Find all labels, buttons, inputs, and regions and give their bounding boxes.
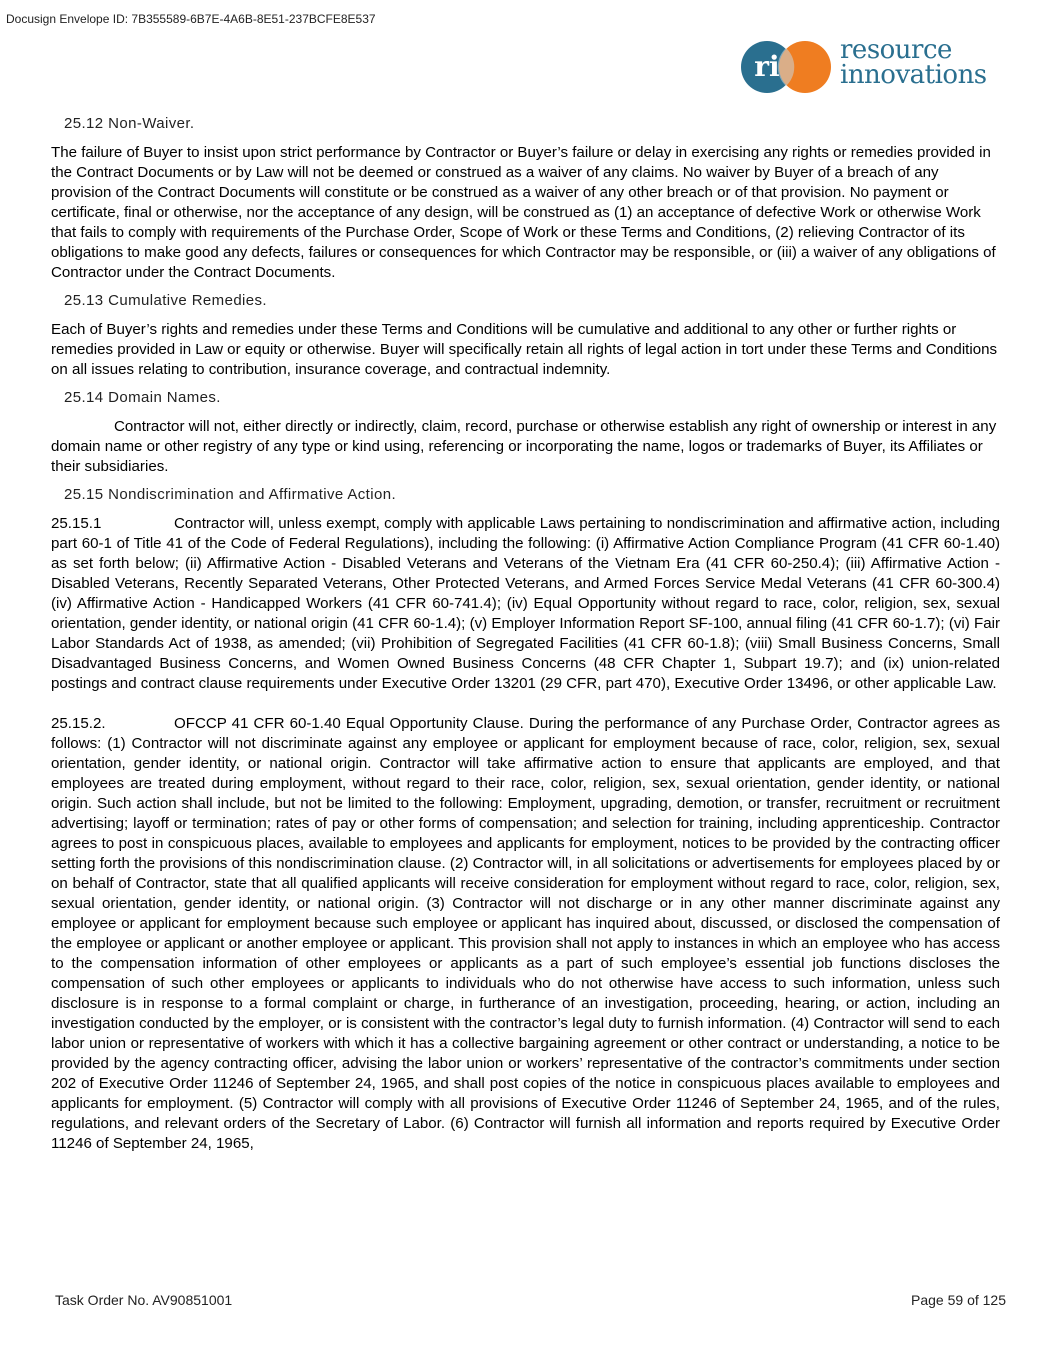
clause-number: 25.15.1: [51, 515, 102, 532]
paragraph-cumulative-remedies: Each of Buyer’s rights and remedies under these Terms and Conditions will be cumulative and additional to any other or further rights or remedies provided in Law or equity or otherwise. Buyer will specifically retain all rights of legal action in tort under these Terms and Conditions on all issues relating to contribution, insurance coverage, and contractual indemnity.: [51, 321, 998, 378]
task-order-number: Task Order No. AV90851001: [55, 1292, 233, 1308]
heading-25-13: 25.13 Cumulative Remedies.: [64, 292, 267, 309]
clause-25-15-2: [51, 714, 1000, 1154]
page-number: Page 59 of 125: [911, 1292, 1006, 1308]
logo-wordmark: [840, 35, 987, 90]
ri-logo-mark-icon: [740, 40, 832, 94]
clause-number: 25.15.2.: [51, 715, 106, 732]
resource-innovations-logo: [740, 35, 1015, 98]
clause-25-15-1: [51, 514, 1000, 694]
heading-25-12: 25.12 Non-Waiver.: [64, 115, 195, 132]
clause-text: Contractor will, unless exempt, comply with applicable Laws pertaining to nondiscrimination and affirmative action, including part 60-1 of Title 41 of the Code of Federal Regulations), including the following: (i) Affirmative Action Compliance Program (41 CFR 60-1.40) as set forth below; (ii) Affirmative Action - Disabled Veterans and Veterans of the Vietnam Era (41 CFR 60-250.4); (iii) Affirmative Action - Disabled Veterans, Recently Separated Veterans, Other Protected Veterans, and Armed Forces Service Medal Veterans (41 CFR 60-300.4) (iv) Affirmative Action - Handicapped Workers (41 CFR 60-741.4); (iv) Equal Opportunity without regard to race, color, religion, sex, sexual orientation, gender identity, or national origin (41 CFR 60-1.4); (v) Employer Information Report SF-100, annual filing (41 CFR 60-1.7); (vi) Fair Labor Standards Act of 1938, as amended; (vii) Prohibition of Segregated Facilities (41 CFR 60-1.8); (viii) Small Business Concerns, Small Disadvantaged Business Concerns, and Women Owned Business Concerns (48 CFR Chapter 1, Subpart 19.7); and (ix) union-related postings and contract clause requirements under Executive Order 13201 (29 CFR, part 470), Executive Order 13496, or other applicable Law.: [51, 515, 1000, 692]
docusign-envelope-id: Docusign Envelope ID: 7B355589-6B7E-4A6B-8E51-237BCFE8E537: [6, 12, 376, 26]
logo-letter-r: ri: [754, 50, 780, 83]
paragraph-domain-names: Contractor will not, either directly or indirectly, claim, record, purchase or otherwise establish any right of ownership or interest in any domain name or other registry of any type or kind using, referencing or incorporating the name, logos or trademarks of Buyer, its Affiliates or their subsidiaries.: [51, 418, 997, 475]
paragraph-non-waiver: The failure of Buyer to insist upon strict performance by Contractor or Buyer’s failure or delay in exercising any rights or remedies provided in the Contract Documents or by Law will not be deemed or construed as a waiver of any claims. No waiver by Buyer of a breach of any provision of the Contract Documents will constitute or be construed as a waiver of any other breach or of that provision. No payment or certificate, final or otherwise, nor the acceptance of any design, will be construed as (1) an acceptance of defective Work or otherwise Work that fails to comply with requirements of the Purchase Order, Scope of Work or these Terms and Conditions, (2) relieving Contractor of its obligations to make good any defects, failures or consequences for which Contractor may be responsible, or (iii) a waiver of any obligations of Contractor under the Contract Documents.: [51, 144, 996, 281]
logo-line-innovations: innovations: [840, 60, 987, 90]
document-body: [51, 114, 1000, 1174]
clause-text: OFCCP 41 CFR 60-1.40 Equal Opportunity Clause. During the performance of any Purchase Order, Contractor agrees as follows: (1) Contractor will not discriminate against any employee or applicant for employment because of race, color, religion, sex, sexual orientation, gender identity, or national origin. Contractor will take affirmative action to ensure that applicants are employed, and that employees are treated during employment, without regard to their race, color, religion, sex, sexual orientation, gender identity, or national origin. Such action shall include, but not be limited to the following: Employment, upgrading, demotion, or transfer, recruitment or recruitment advertising; layoff or termination; rates of pay or other forms of compensation; and selection for training, including apprenticeship. Contractor agrees to post in conspicuous places, available to employees and applicants for employment, notices to be provided by the contracting officer setting forth the provisions of this nondiscrimination clause. (2) Contractor will, in all solicitations or advertisements for employees placed by or on behalf of Contractor, state that all qualified applicants will receive consideration for employment without regard to race, color, religion, sex, sexual orientation, gender identity, or national origin. (3) Contractor will not discharge or in any other manner discriminate against any employee or applicant for employment because such employee or applicant has inquired about, discussed, or disclosed the compensation of the employee or applicant or another employee or applicant. This provision shall not apply to instances in which an employee who has access to the compensation information of other employees or applicants as a part of such employee’s essential job functions discloses the compensation of such other employees or applicants to individuals who do not otherwise have access to such information, unless such disclosure is in response to a formal complaint or charge, in furtherance of an investigation, proceeding, hearing, or action, including an investigation conducted by the employer, or is consistent with the contractor’s legal duty to furnish information. (4) Contractor will send to each labor union or representative of workers with which it has a collective bargaining agreement or other contract or understanding, a notice to be provided by the agency contracting officer, advising the labor union or workers’ representative of the contractor’s commitments under section 202 of Executive Order 11246 of September 24, 1965, and shall post copies of the notice in conspicuous places available to employees and applicants for employment. (5) Contractor will comply with all provisions of Executive Order 11246 of September 24, 1965, and of the rules, regulations, and relevant orders of the Secretary of Labor. (6) Contractor will furnish all information and reports required by Executive Order 11246 of September 24, 1965,: [51, 715, 1000, 1152]
page-footer: [55, 1292, 1006, 1308]
logo-line-resource: resource: [840, 35, 952, 65]
heading-25-15: 25.15 Nondiscrimination and Affirmative Action.: [64, 486, 397, 503]
heading-25-14: 25.14 Domain Names.: [64, 389, 221, 406]
